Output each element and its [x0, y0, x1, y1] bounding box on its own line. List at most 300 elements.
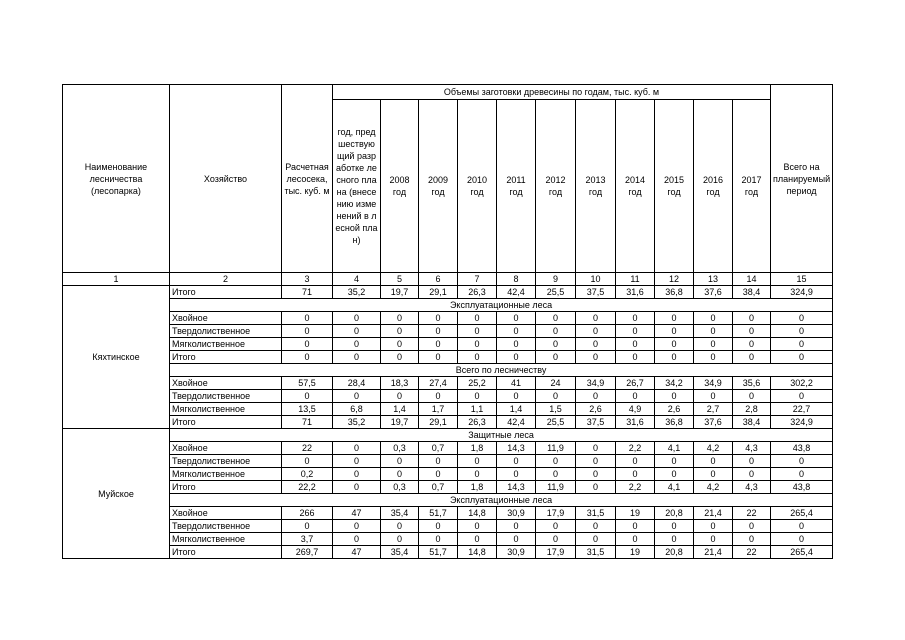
header-year-2012: [536, 100, 576, 273]
row-value: 1,8: [458, 481, 497, 494]
row-value: 26,3: [458, 416, 497, 429]
row-value: 29,1: [419, 416, 458, 429]
row-value: 0: [458, 338, 497, 351]
row-value: 0: [419, 520, 458, 533]
row-value: 0: [694, 520, 733, 533]
row-value: 0: [419, 390, 458, 403]
row-value: 0: [576, 520, 616, 533]
section-title: Защитные леса: [170, 429, 833, 442]
row-value: 0: [458, 455, 497, 468]
row-value: 0: [771, 533, 833, 546]
row-value: 0: [282, 520, 333, 533]
header-year-value: 2011: [506, 175, 526, 185]
row-value: 30,9: [497, 507, 536, 520]
row-value: 71: [282, 416, 333, 429]
row-value: 0: [419, 468, 458, 481]
section-title-row: [63, 429, 833, 442]
row-value: 1,1: [458, 403, 497, 416]
header-year-label: год: [470, 187, 484, 197]
row-value: 0: [576, 533, 616, 546]
row-value: 324,9: [771, 416, 833, 429]
row-value: 0: [333, 325, 381, 338]
row-value: 0: [733, 351, 771, 364]
row-value: 34,9: [576, 377, 616, 390]
row-value: 0: [381, 390, 419, 403]
table-row: [63, 338, 833, 351]
header-year-value: 2009: [427, 175, 449, 185]
column-number: 13: [694, 273, 733, 286]
row-value: 42,4: [497, 286, 536, 299]
row-value: 25,5: [536, 416, 576, 429]
header-year-value: 2010: [466, 175, 488, 185]
row-value: 0: [733, 533, 771, 546]
row-value: 0: [576, 325, 616, 338]
row-value: 34,9: [694, 377, 733, 390]
section-title-row: [63, 299, 833, 312]
row-value: 28,4: [333, 377, 381, 390]
row-value: 0: [381, 351, 419, 364]
header-harvest-volumes-group: Объемы заготовки древесины по годам, тыс. куб. м: [333, 85, 771, 100]
row-value: 265,4: [771, 507, 833, 520]
header-year-2014: [616, 100, 655, 273]
row-value: 0: [333, 312, 381, 325]
row-value: 0: [694, 338, 733, 351]
header-year-2011: [497, 100, 536, 273]
table-row: [63, 286, 833, 299]
row-value: 14,8: [458, 546, 497, 559]
row-value: 31,6: [616, 286, 655, 299]
row-value: 57,5: [282, 377, 333, 390]
row-value: 35,6: [733, 377, 771, 390]
header-year-value: 2013: [585, 175, 606, 185]
row-value: 14,3: [497, 442, 536, 455]
row-value: 0: [733, 325, 771, 338]
row-value: 38,4: [733, 416, 771, 429]
column-number: 8: [497, 273, 536, 286]
row-value: 0: [576, 390, 616, 403]
row-value: 0: [536, 351, 576, 364]
row-label: Хвойное: [170, 377, 282, 390]
row-value: 43,8: [771, 481, 833, 494]
row-value: 31,5: [576, 546, 616, 559]
row-value: 0: [458, 390, 497, 403]
header-previous-year: год, предшествующий разработке лесного плана (внесению изменений в лесной план): [333, 100, 381, 273]
row-value: 0: [458, 533, 497, 546]
row-value: 0: [576, 442, 616, 455]
column-number: 9: [536, 273, 576, 286]
row-value: 0: [497, 455, 536, 468]
row-value: 266: [282, 507, 333, 520]
row-value: 4,1: [655, 481, 694, 494]
column-number: 6: [419, 273, 458, 286]
row-value: 0: [333, 442, 381, 455]
row-value: 2,6: [576, 403, 616, 416]
header-year-value: 2008: [389, 175, 410, 185]
row-value: 0: [694, 390, 733, 403]
row-value: 0: [733, 338, 771, 351]
row-value: 42,4: [497, 416, 536, 429]
row-value: 26,7: [616, 377, 655, 390]
row-value: 0: [419, 455, 458, 468]
row-value: 25,5: [536, 286, 576, 299]
table-row: [63, 390, 833, 403]
row-value: 0: [616, 351, 655, 364]
row-value: 0: [576, 312, 616, 325]
row-value: 0: [536, 520, 576, 533]
column-number: 12: [655, 273, 694, 286]
row-value: 71: [282, 286, 333, 299]
table-row: [63, 455, 833, 468]
row-value: 0: [655, 533, 694, 546]
row-value: 2,2: [616, 481, 655, 494]
column-number: 14: [733, 273, 771, 286]
row-value: 0: [536, 325, 576, 338]
section-title: Эксплуатационные леса: [170, 494, 833, 507]
row-value: 0: [282, 325, 333, 338]
row-label: Хвойное: [170, 442, 282, 455]
row-label: Мягколиственное: [170, 533, 282, 546]
forestry-name-muya: Муйское: [63, 429, 170, 559]
row-value: 51,7: [419, 507, 458, 520]
row-value: 0: [536, 312, 576, 325]
table-row: [63, 533, 833, 546]
row-value: 0,2: [282, 468, 333, 481]
row-value: 17,9: [536, 546, 576, 559]
row-value: 0: [536, 468, 576, 481]
row-value: 3,7: [282, 533, 333, 546]
row-value: 0: [381, 455, 419, 468]
row-label: Твердолиственное: [170, 325, 282, 338]
row-label: Мягколиственное: [170, 338, 282, 351]
row-value: 0: [381, 520, 419, 533]
row-value: 0: [333, 468, 381, 481]
section-title: Всего по лесничеству: [170, 364, 833, 377]
row-value: 4,2: [694, 442, 733, 455]
column-number: 5: [381, 273, 419, 286]
row-value: 0: [771, 520, 833, 533]
row-value: 0: [655, 468, 694, 481]
row-label: Хвойное: [170, 312, 282, 325]
table-row: [63, 377, 833, 390]
row-value: 0: [694, 312, 733, 325]
row-value: 2,7: [694, 403, 733, 416]
row-value: 0: [333, 520, 381, 533]
column-number-row: [63, 273, 833, 286]
row-value: 0: [771, 338, 833, 351]
row-value: 18,3: [381, 377, 419, 390]
row-value: 0: [733, 468, 771, 481]
row-value: 22: [282, 442, 333, 455]
row-value: 0: [497, 468, 536, 481]
row-value: 0: [655, 455, 694, 468]
row-label: Мягколиственное: [170, 468, 282, 481]
row-value: 0: [282, 338, 333, 351]
header-year-2008: [381, 100, 419, 273]
row-value: 0: [536, 338, 576, 351]
row-value: 0: [333, 481, 381, 494]
row-value: 37,6: [694, 416, 733, 429]
row-value: 0: [576, 468, 616, 481]
header-year-label: год: [509, 187, 523, 197]
row-value: 22: [733, 546, 771, 559]
header-year-label: год: [667, 187, 681, 197]
header-year-label: год: [744, 187, 759, 197]
row-value: 14,8: [458, 507, 497, 520]
column-number: 2: [170, 273, 282, 286]
row-value: 26,3: [458, 286, 497, 299]
row-value: 0: [694, 455, 733, 468]
row-value: 34,2: [655, 377, 694, 390]
timber-harvest-table: [62, 84, 833, 559]
row-value: 31,5: [576, 507, 616, 520]
column-number: 7: [458, 273, 497, 286]
row-value: 0: [694, 468, 733, 481]
row-value: 0: [616, 312, 655, 325]
row-label: Итого: [170, 481, 282, 494]
section-title: Эксплуатационные леса: [170, 299, 833, 312]
row-value: 0: [458, 351, 497, 364]
row-value: 37,6: [694, 286, 733, 299]
row-value: 0: [282, 390, 333, 403]
header-year-label: год: [392, 187, 407, 197]
row-value: 0: [282, 312, 333, 325]
row-value: 4,3: [733, 481, 771, 494]
row-value: 36,8: [655, 286, 694, 299]
row-value: 0: [497, 390, 536, 403]
row-value: 0: [381, 325, 419, 338]
table-row: [63, 403, 833, 416]
row-value: 0: [536, 390, 576, 403]
column-number: 3: [282, 273, 333, 286]
row-value: 0: [576, 351, 616, 364]
row-value: 324,9: [771, 286, 833, 299]
header-year-2009: [419, 100, 458, 273]
row-value: 0: [419, 312, 458, 325]
row-value: 0: [576, 455, 616, 468]
row-value: 0,7: [419, 481, 458, 494]
row-value: 0,3: [381, 442, 419, 455]
row-value: 30,9: [497, 546, 536, 559]
header-allowable-cut: Расчетная лесосека, тыс. куб. м: [282, 85, 333, 273]
header-year-2016: [694, 100, 733, 273]
table-row: [63, 481, 833, 494]
row-value: 0: [458, 325, 497, 338]
row-value: 0: [536, 455, 576, 468]
row-value: 0: [771, 390, 833, 403]
table-row: [63, 507, 833, 520]
row-value: 0: [616, 468, 655, 481]
row-value: 36,8: [655, 416, 694, 429]
row-value: 0: [282, 455, 333, 468]
row-value: 0: [616, 338, 655, 351]
table-row: [63, 520, 833, 533]
row-value: 0: [616, 390, 655, 403]
row-value: 0: [616, 325, 655, 338]
table-row: [63, 416, 833, 429]
row-value: 1,4: [381, 403, 419, 416]
row-value: 0: [694, 351, 733, 364]
row-value: 0: [333, 338, 381, 351]
row-value: 0: [497, 312, 536, 325]
row-value: 0: [576, 481, 616, 494]
row-value: 0: [497, 533, 536, 546]
row-value: 0: [771, 325, 833, 338]
row-value: 0: [458, 312, 497, 325]
row-value: 0: [458, 468, 497, 481]
row-label: Итого: [170, 416, 282, 429]
row-value: 0: [771, 312, 833, 325]
row-value: 6,8: [333, 403, 381, 416]
timber-harvest-table-page: [62, 84, 833, 559]
header-year-value: 2015: [663, 175, 685, 185]
table-row: [63, 546, 833, 559]
table-row: [63, 312, 833, 325]
row-label: Хвойное: [170, 507, 282, 520]
row-value: 0: [616, 533, 655, 546]
row-value: 29,1: [419, 286, 458, 299]
row-value: 41: [497, 377, 536, 390]
header-year-label: год: [588, 187, 603, 197]
row-value: 2,8: [733, 403, 771, 416]
row-value: 0: [419, 351, 458, 364]
row-value: 2,6: [655, 403, 694, 416]
header-year-2017: [733, 100, 771, 273]
row-value: 35,2: [333, 416, 381, 429]
row-value: 0: [616, 455, 655, 468]
row-value: 0: [733, 390, 771, 403]
row-label: Итого: [170, 351, 282, 364]
row-value: 0: [771, 351, 833, 364]
row-value: 0: [694, 325, 733, 338]
section-title-row: [63, 364, 833, 377]
row-value: 35,4: [381, 546, 419, 559]
header-year-value: 2012: [545, 175, 566, 185]
row-label: Итого: [170, 546, 282, 559]
row-value: 17,9: [536, 507, 576, 520]
row-value: 0: [655, 351, 694, 364]
row-value: 0: [497, 325, 536, 338]
row-value: 35,2: [333, 286, 381, 299]
row-value: 0: [381, 312, 419, 325]
row-value: 13,5: [282, 403, 333, 416]
column-number: 15: [771, 273, 833, 286]
row-value: 0: [694, 533, 733, 546]
row-value: 0: [333, 533, 381, 546]
header-year-label: год: [548, 187, 563, 197]
row-value: 265,4: [771, 546, 833, 559]
header-year-value: 2016: [702, 175, 724, 185]
row-value: 302,2: [771, 377, 833, 390]
row-value: 4,9: [616, 403, 655, 416]
row-value: 20,8: [655, 546, 694, 559]
row-value: 21,4: [694, 546, 733, 559]
header-year-2013: [576, 100, 616, 273]
row-value: 0: [497, 338, 536, 351]
row-value: 0,7: [419, 442, 458, 455]
row-value: 4,1: [655, 442, 694, 455]
header-year-2010: [458, 100, 497, 273]
row-value: 11,9: [536, 442, 576, 455]
table-row: [63, 351, 833, 364]
row-value: 19: [616, 546, 655, 559]
table-row: [63, 442, 833, 455]
row-value: 4,2: [694, 481, 733, 494]
row-value: 0: [381, 468, 419, 481]
row-value: 0: [655, 325, 694, 338]
row-value: 0: [655, 312, 694, 325]
row-value: 22,2: [282, 481, 333, 494]
row-value: 20,8: [655, 507, 694, 520]
row-value: 21,4: [694, 507, 733, 520]
row-label: Твердолиственное: [170, 455, 282, 468]
row-value: 4,3: [733, 442, 771, 455]
header-total-period: Всего на планируемый период: [771, 85, 833, 273]
header-year-label: год: [431, 187, 445, 197]
row-label: Итого: [170, 286, 282, 299]
table-body: [63, 286, 833, 559]
row-value: 1,4: [497, 403, 536, 416]
row-value: 37,5: [576, 286, 616, 299]
row-value: 0: [419, 533, 458, 546]
row-value: 0: [333, 455, 381, 468]
row-value: 0: [419, 338, 458, 351]
row-value: 47: [333, 507, 381, 520]
header-year-value: 2017: [741, 175, 762, 185]
column-number: 1: [63, 273, 170, 286]
row-value: 22: [733, 507, 771, 520]
row-value: 0: [733, 312, 771, 325]
row-value: 0: [381, 533, 419, 546]
row-value: 22,7: [771, 403, 833, 416]
row-value: 19,7: [381, 416, 419, 429]
row-label: Твердолиственное: [170, 390, 282, 403]
row-value: 1,5: [536, 403, 576, 416]
row-value: 0: [655, 338, 694, 351]
row-value: 43,8: [771, 442, 833, 455]
row-value: 0: [333, 390, 381, 403]
row-value: 0: [771, 468, 833, 481]
row-label: Мягколиственное: [170, 403, 282, 416]
row-value: 0: [733, 455, 771, 468]
header-year-label: год: [628, 187, 642, 197]
column-number: 11: [616, 273, 655, 286]
row-value: 1,7: [419, 403, 458, 416]
row-value: 24: [536, 377, 576, 390]
row-value: 0: [497, 520, 536, 533]
row-value: 27,4: [419, 377, 458, 390]
row-value: 0: [458, 520, 497, 533]
row-value: 19,7: [381, 286, 419, 299]
row-value: 1,8: [458, 442, 497, 455]
row-value: 0: [771, 455, 833, 468]
header-forestry-name: Наименование лесничества (лесопарка): [63, 85, 170, 273]
section-title-row: [63, 494, 833, 507]
row-value: 0: [282, 351, 333, 364]
row-value: 25,2: [458, 377, 497, 390]
forestry-name-kyakhta: Кяхтинское: [63, 286, 170, 429]
row-value: 31,6: [616, 416, 655, 429]
row-value: 47: [333, 546, 381, 559]
column-number: 10: [576, 273, 616, 286]
header-year-2015: [655, 100, 694, 273]
row-value: 14,3: [497, 481, 536, 494]
row-value: 0: [655, 520, 694, 533]
row-value: 0: [616, 520, 655, 533]
table-row: [63, 468, 833, 481]
row-value: 0,3: [381, 481, 419, 494]
row-value: 2,2: [616, 442, 655, 455]
row-value: 0: [576, 338, 616, 351]
